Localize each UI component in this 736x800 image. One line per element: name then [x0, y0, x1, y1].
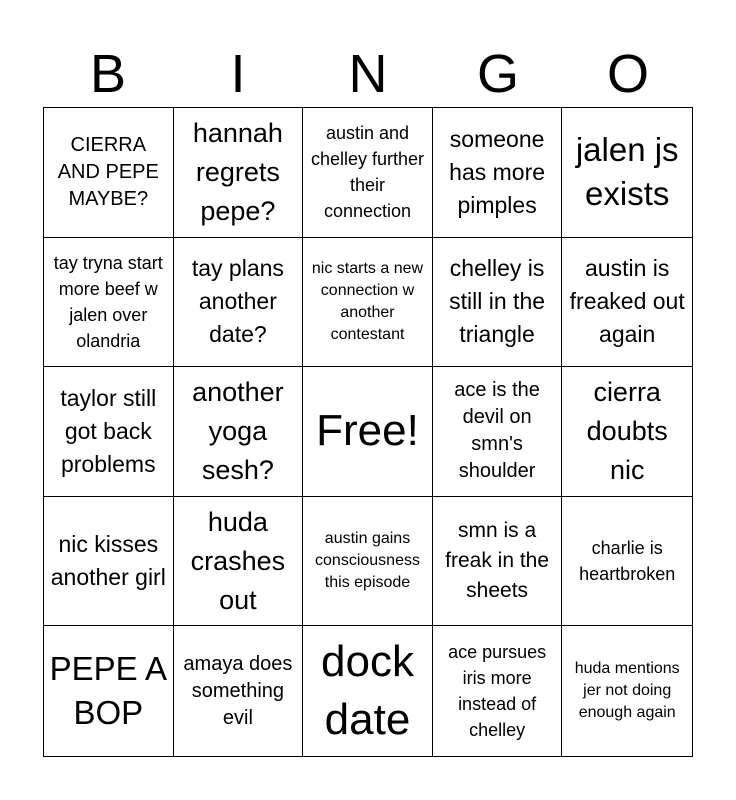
bingo-cell-text: CIERRA AND PEPE MAYBE?	[57, 133, 159, 210]
free-space-cell[interactable]	[303, 367, 433, 497]
header-letter-b: B	[89, 44, 127, 104]
bingo-cell[interactable]	[44, 367, 174, 497]
header-letter-g: G	[476, 44, 519, 104]
bingo-cell[interactable]	[433, 497, 563, 627]
bingo-cell[interactable]	[562, 238, 692, 368]
bingo-cell-text: austin gains consciousness this episode	[315, 530, 420, 592]
bingo-card-grid	[43, 107, 693, 757]
bingo-cell-text: tay tryna start more beef w jalen over olandria	[53, 252, 163, 351]
bingo-cell[interactable]	[562, 626, 692, 756]
bingo-cell[interactable]	[433, 367, 563, 497]
bingo-cell-text: amaya does something evil	[183, 652, 293, 729]
bingo-cell[interactable]	[303, 238, 433, 368]
header-letter-n: N	[348, 44, 388, 104]
bingo-cell[interactable]	[433, 108, 563, 238]
bingo-cell-text: austin and chelley further their connection	[310, 123, 425, 222]
bingo-cell-text: nic starts a new connection w another contestant	[311, 259, 424, 343]
bingo-cell[interactable]	[44, 497, 174, 627]
bingo-cell-text: chelley is still in the triangle	[449, 255, 546, 348]
bingo-cell[interactable]	[562, 497, 692, 627]
free-space-text: Free!	[316, 406, 419, 456]
bingo-cell[interactable]	[562, 108, 692, 238]
bingo-cell[interactable]	[44, 238, 174, 368]
bingo-cell-text: hannah regrets pepe?	[192, 117, 283, 226]
header-letter-i: I	[230, 44, 246, 104]
bingo-cell[interactable]	[44, 626, 174, 756]
bingo-cell-text: dock date	[321, 637, 414, 745]
bingo-cell-text: austin is freaked out again	[569, 255, 685, 348]
bingo-cell-text: taylor still got back problems	[60, 384, 157, 477]
bingo-cell-text: cierra doubts nic	[586, 376, 668, 485]
header-letter-o: O	[606, 44, 649, 104]
bingo-cell[interactable]	[433, 238, 563, 368]
bingo-cell-text: nic kisses another girl	[50, 531, 166, 591]
bingo-cell-text: PEPE A BOP	[49, 650, 167, 732]
bingo-cell-text: another yoga sesh?	[192, 376, 284, 485]
bingo-cell[interactable]	[174, 108, 304, 238]
bingo-cell-text: tay plans another date?	[191, 255, 284, 348]
bingo-cell[interactable]	[44, 108, 174, 238]
bingo-cell[interactable]	[174, 238, 304, 368]
bingo-cell[interactable]	[303, 626, 433, 756]
bingo-cell-text: charlie is heartbroken	[579, 538, 676, 585]
bingo-cell-text: ace pursues iris more instead of chelley	[448, 642, 547, 741]
bingo-cell-text: smn is a freak in the sheets	[445, 519, 550, 603]
bingo-cell[interactable]	[303, 497, 433, 627]
bingo-cell[interactable]	[174, 497, 304, 627]
bingo-cell[interactable]	[174, 367, 304, 497]
bingo-cell-text: ace is the devil on smn's shoulder	[454, 379, 540, 483]
bingo-cell-text: someone has more pimples	[449, 125, 546, 218]
bingo-cell-text: jalen js exists	[575, 131, 679, 213]
bingo-cell[interactable]	[562, 367, 692, 497]
bingo-cell[interactable]	[174, 626, 304, 756]
bingo-cell-text: huda mentions jer not doing enough again	[574, 660, 680, 722]
bingo-cell[interactable]	[433, 626, 563, 756]
bingo-header	[43, 40, 693, 108]
bingo-cell-text: huda crashes out	[190, 506, 286, 615]
bingo-cell[interactable]	[303, 108, 433, 238]
